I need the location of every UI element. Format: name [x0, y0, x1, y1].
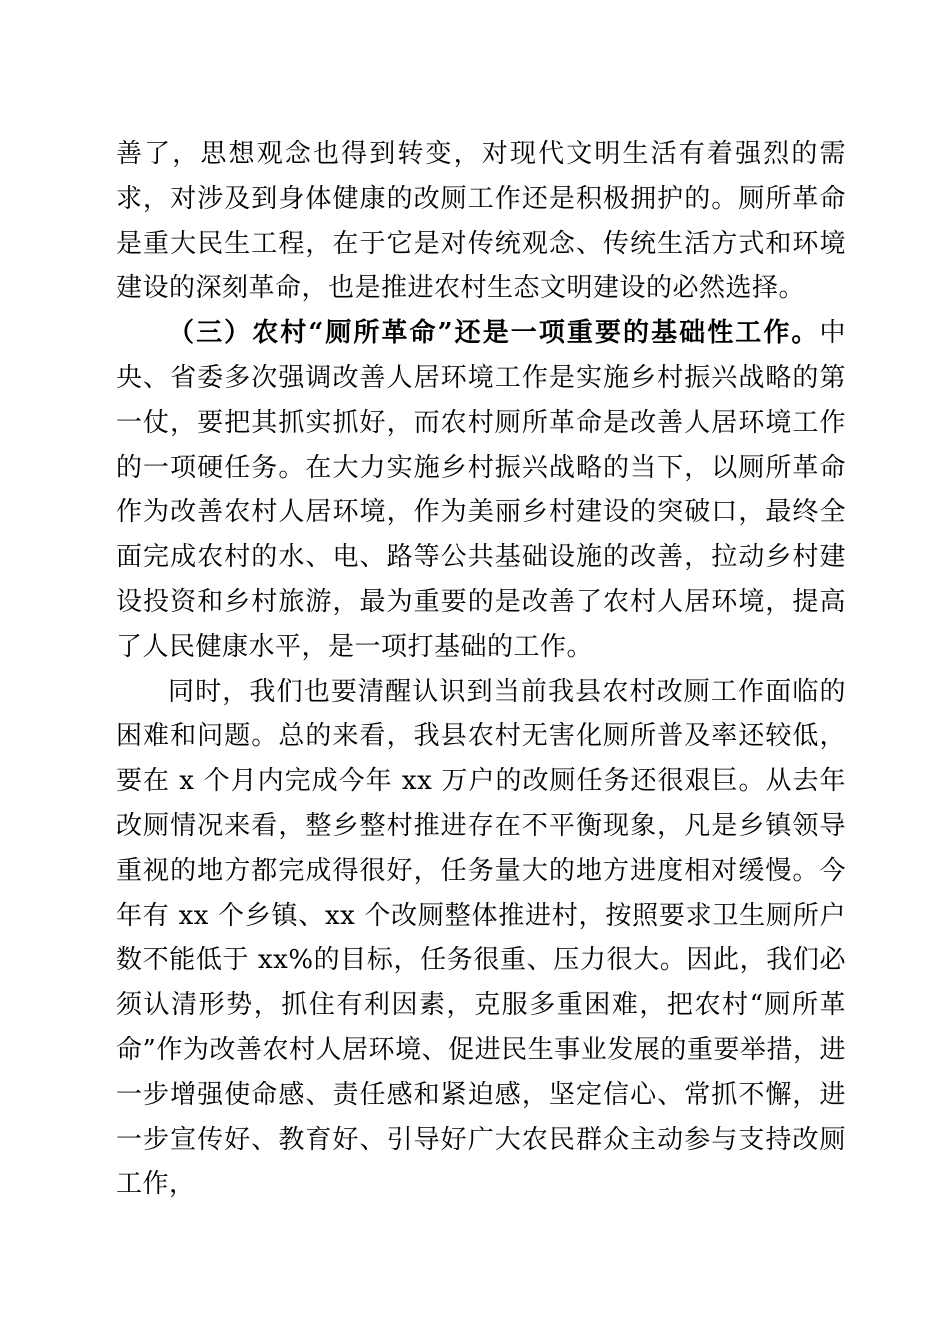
text-run: 善了，思想观念也得到转变，对现代文明生活有着强烈的需求，对涉及到身体健康的改厕工作还是积极拥护的。厕所革命是重大民生工程，在于它是对传统观念、传统生活方式和环境建设的深刻革命，也是推进农村生态文明建设的必然选择。	[116, 139, 846, 304]
text-run: 中央、省委多次强调改善人居环境工作是实施乡村振兴战略的第一仗，要把其抓实抓好，而农村厕所革命是改善人居环境工作的一项硬任务。在大力实施乡村振兴战略的当下，以厕所革命作为改善农村人居环境，作为美丽乡村建设的突破口，最终全面完成农村的水、电、路等公共基础设施的改善，拉动乡村建设投资和乡村旅游，最为重要的是改善了农村人居环境，提高了人民健康水平，是一项打基础的工作。	[116, 318, 846, 662]
document-text-block	[116, 132, 846, 1207]
paragraph-section-three	[116, 311, 846, 669]
section-heading-run: （三）农村“厕所革命”还是一项重要的基础性工作。	[168, 318, 820, 349]
paragraph-continuation	[116, 132, 846, 311]
text-run: 同时，我们也要清醒认识到当前我县农村改厕工作面临的困难和问题。总的来看，我县农村无害化厕所普及率还较低，要在 x 个月内完成今年 xx 万户的改厕任务还很艰巨。从去年改厕情况来看，整乡整村推进存在不平衡现象，凡是乡镇领导重视的地方都完成得很好，任务量大的地方进度相对缓慢。今年有 xx 个乡镇、xx 个改厕整体推进村，按照要求卫生厕所户数不能低于 xx%的目标，任务很重、压力很大。因此，我们必须认清形势，抓住有利因素，克服多重困难，把农村“厕所革命”作为改善农村人居环境、促进民生事业发展的重要举措，进一步增强使命感、责任感和紧迫感，坚定信心、常抓不懈，进一步宣传好、教育好、引导好广大农民群众主动参与支持改厕工作，	[116, 676, 846, 1200]
paragraph-problems	[116, 670, 846, 1208]
